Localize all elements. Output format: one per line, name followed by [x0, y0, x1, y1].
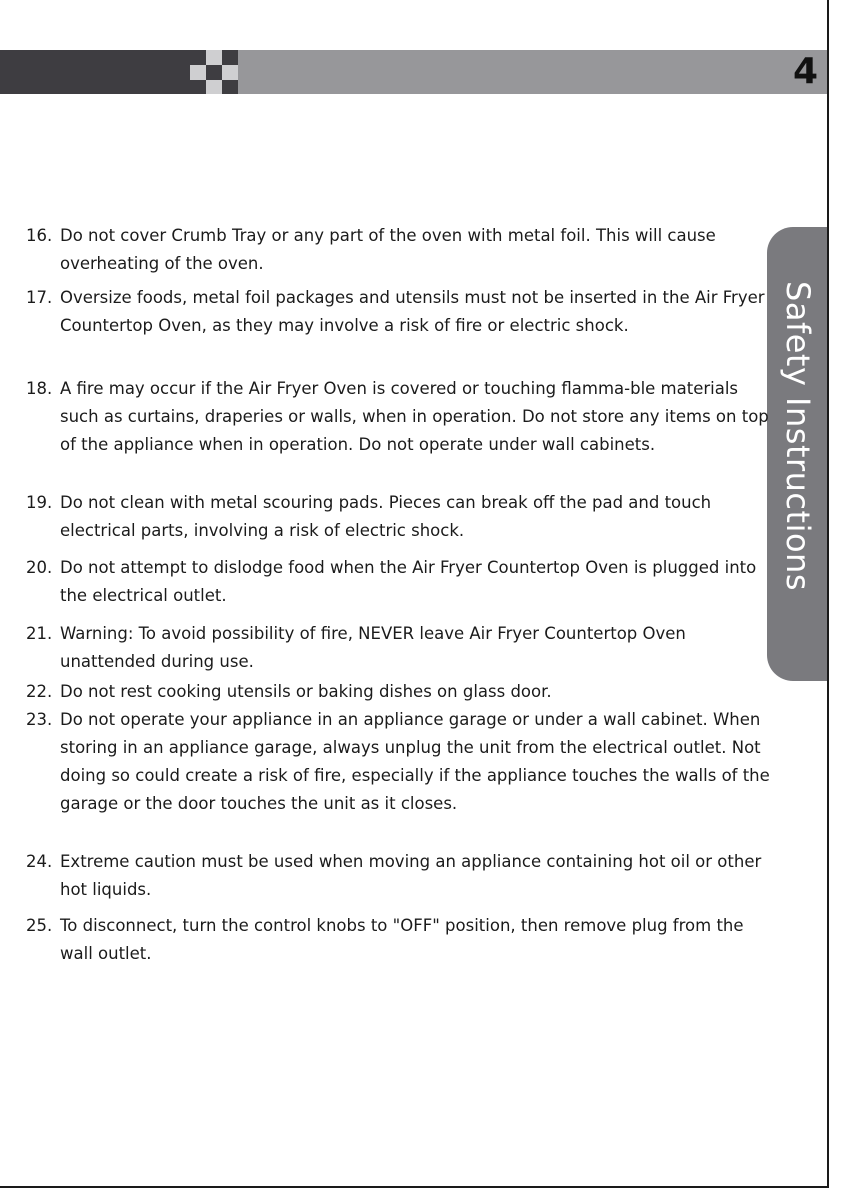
item-number: 24. [26, 852, 53, 871]
item-number: 21. [26, 624, 53, 643]
item-number: 22. [26, 682, 53, 701]
item-number: 17. [26, 288, 53, 307]
item-text: Warning: To avoid possibility of fire, NEVER leave Air Fryer Countertop Oven unattended during use. [60, 624, 686, 671]
item-text: A fire may occur if the Air Fryer Oven is covered or touching flamma-ble materials such as curtains, draperies or walls, when in operation. Do not store any items on top of the appliance when in operation. Do not operate under wall cabinets. [60, 379, 769, 454]
list-item [26, 554, 771, 610]
list-item [26, 678, 771, 706]
item-text: To disconnect, turn the control knobs to "OFF" position, then remove plug from the wall outlet. [60, 916, 744, 963]
item-text: Do not operate your appliance in an appliance garage or under a wall cabinet. When storing in an appliance garage, always unplug the unit from the electrical outlet. Not doing so could create a risk of fire, especially if the appliance touches the walls of the garage or the door touches the unit as it closes. [60, 710, 770, 813]
list-item [26, 375, 771, 459]
item-text: Oversize foods, metal foil packages and utensils must not be inserted in the Air Fryer Countertop Oven, as they may involve a risk of fire or electric shock. [60, 288, 765, 335]
item-number: 25. [26, 916, 53, 935]
list-item [26, 912, 771, 968]
list-item [26, 620, 771, 676]
page-number: 4 [792, 51, 818, 92]
item-number: 16. [26, 226, 53, 245]
right-page-rule [827, 0, 829, 1188]
item-number: 18. [26, 379, 53, 398]
item-text: Do not attempt to dislodge food when the Air Fryer Countertop Oven is plugged into the electrical outlet. [60, 558, 757, 605]
item-text: Do not cover Crumb Tray or any part of the oven with metal foil. This will cause overheating of the oven. [60, 226, 716, 273]
list-item [26, 848, 771, 904]
header-band-dark [0, 50, 190, 94]
item-text: Extreme caution must be used when moving an appliance containing hot oil or other hot liquids. [60, 852, 762, 899]
list-item [26, 222, 771, 278]
list-item [26, 284, 771, 340]
item-number: 23. [26, 710, 53, 729]
section-side-tab-label: Safety Instructions [779, 281, 817, 591]
item-number: 20. [26, 558, 53, 577]
list-item [26, 706, 771, 818]
item-text: Do not clean with metal scouring pads. Pieces can break off the pad and touch electrical parts, involving a risk of electric shock. [60, 493, 712, 540]
item-text: Do not rest cooking utensils or baking dishes on glass door. [60, 682, 552, 701]
list-item [26, 489, 771, 545]
item-number: 19. [26, 493, 53, 512]
